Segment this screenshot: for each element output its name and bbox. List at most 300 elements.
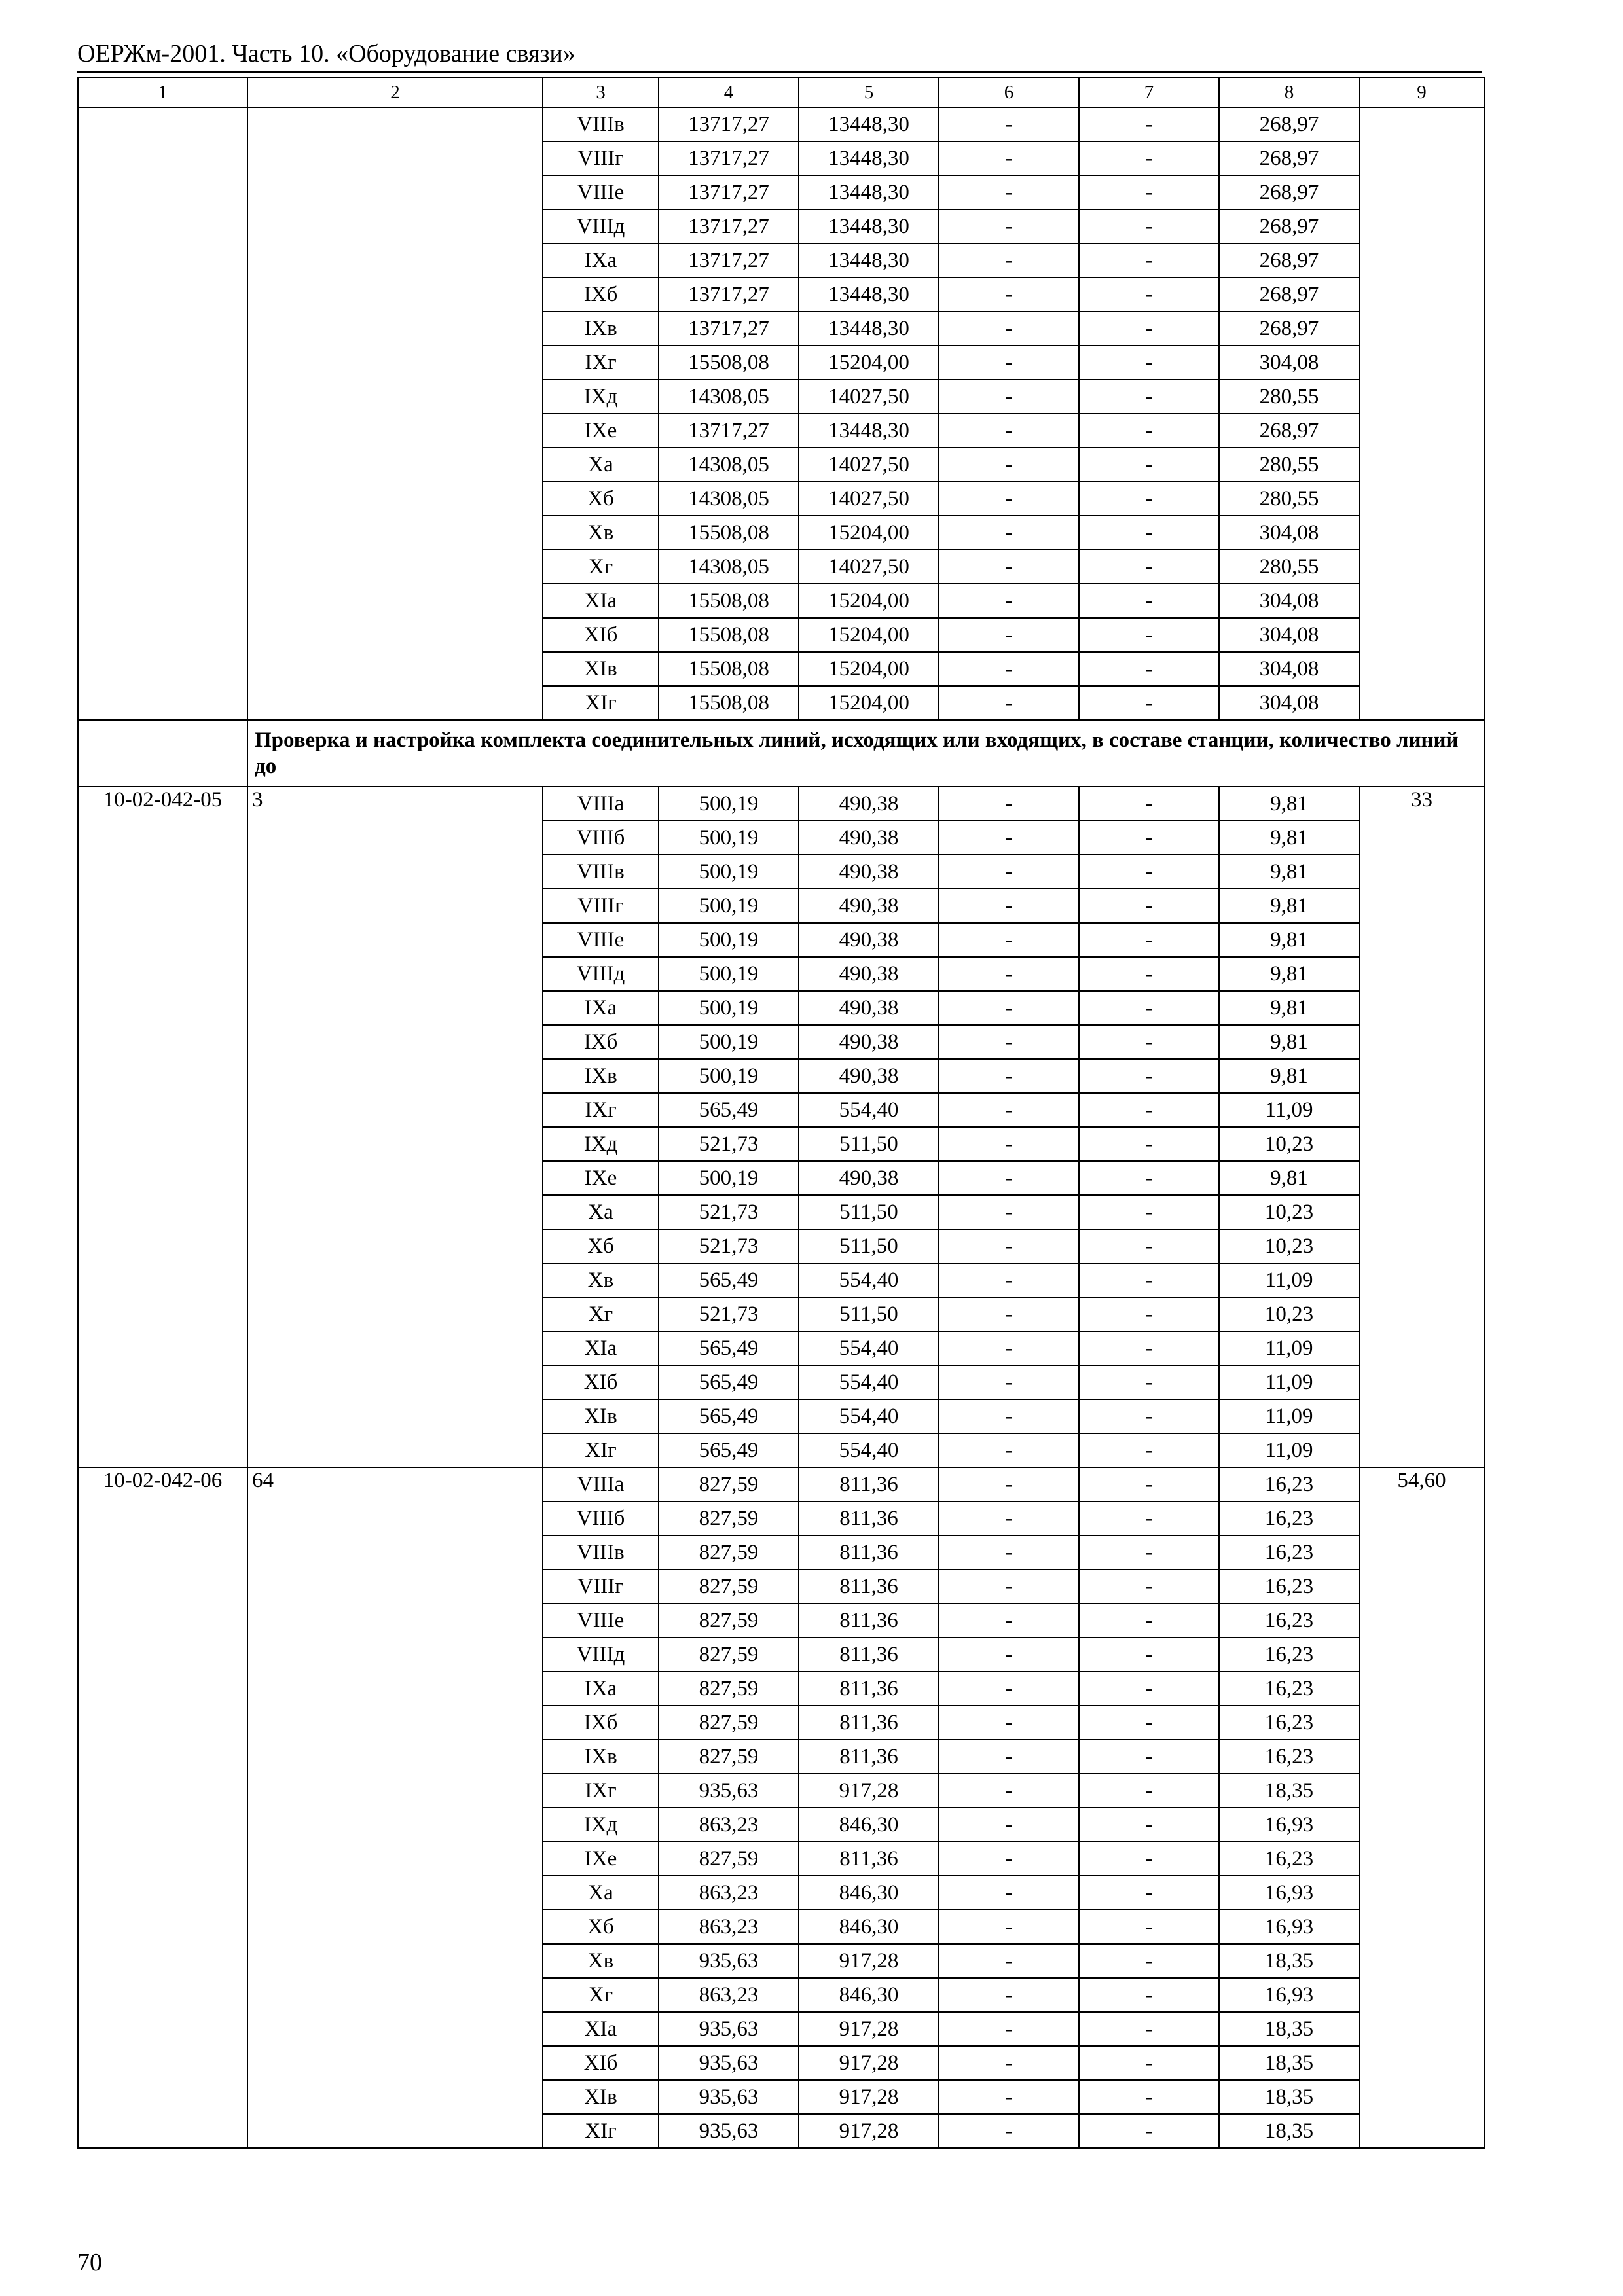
column-number: 3 — [543, 77, 659, 107]
total-cost-cell: 15508,08 — [659, 516, 799, 550]
machines-cell: - — [939, 1604, 1079, 1638]
machines-cell: - — [939, 482, 1079, 516]
operators-wages-cell: - — [1079, 380, 1219, 414]
total-cost-cell: 827,59 — [659, 1638, 799, 1672]
column-number: 4 — [659, 77, 799, 107]
total-cost-cell: 13717,27 — [659, 312, 799, 346]
operators-wages-cell: - — [1079, 1740, 1219, 1774]
zone-cell: Xа — [543, 448, 659, 482]
wages-cell: 490,38 — [799, 855, 939, 889]
total-cost-cell: 565,49 — [659, 1093, 799, 1127]
operators-wages-cell: - — [1079, 141, 1219, 175]
wages-cell: 554,40 — [799, 1433, 939, 1467]
zone-cell: Xб — [543, 1229, 659, 1263]
zone-cell: VIIIа — [543, 787, 659, 821]
labor-cost-cell — [1359, 107, 1484, 720]
wages-cell: 917,28 — [799, 1944, 939, 1978]
zone-cell: IXе — [543, 1161, 659, 1195]
operators-wages-cell: - — [1079, 1842, 1219, 1876]
zone-cell: IXг — [543, 1093, 659, 1127]
machines-cell: - — [939, 2046, 1079, 2080]
wages-cell: 811,36 — [799, 1672, 939, 1706]
machines-cell: - — [939, 855, 1079, 889]
operators-wages-cell: - — [1079, 482, 1219, 516]
materials-cell: 9,81 — [1219, 821, 1359, 855]
total-cost-cell: 827,59 — [659, 1535, 799, 1570]
materials-cell: 16,23 — [1219, 1672, 1359, 1706]
materials-cell: 304,08 — [1219, 686, 1359, 720]
total-cost-cell: 13717,27 — [659, 141, 799, 175]
zone-cell: IXе — [543, 414, 659, 448]
machines-cell: - — [939, 2080, 1079, 2114]
materials-cell: 16,23 — [1219, 1706, 1359, 1740]
machines-cell: - — [939, 550, 1079, 584]
zone-cell: IXб — [543, 1025, 659, 1059]
materials-cell: 11,09 — [1219, 1433, 1359, 1467]
operators-wages-cell: - — [1079, 1127, 1219, 1161]
machines-cell: - — [939, 1978, 1079, 2012]
machines-cell: - — [939, 380, 1079, 414]
total-cost-cell: 500,19 — [659, 1059, 799, 1093]
total-cost-cell: 827,59 — [659, 1604, 799, 1638]
wages-cell: 511,50 — [799, 1297, 939, 1331]
materials-cell: 18,35 — [1219, 2012, 1359, 2046]
machines-cell: - — [939, 1263, 1079, 1297]
operators-wages-cell: - — [1079, 550, 1219, 584]
total-cost-cell: 827,59 — [659, 1740, 799, 1774]
zone-cell: Xб — [543, 1910, 659, 1944]
wages-cell: 811,36 — [799, 1570, 939, 1604]
zone-cell: VIIIв — [543, 1535, 659, 1570]
zone-cell: IXа — [543, 1672, 659, 1706]
materials-cell: 268,97 — [1219, 175, 1359, 209]
line-count-cell: 64 — [247, 1467, 543, 2148]
total-cost-cell: 521,73 — [659, 1127, 799, 1161]
zone-cell: IXг — [543, 346, 659, 380]
wages-cell: 554,40 — [799, 1263, 939, 1297]
materials-cell: 16,23 — [1219, 1638, 1359, 1672]
materials-cell: 16,93 — [1219, 1910, 1359, 1944]
operators-wages-cell: - — [1079, 1161, 1219, 1195]
total-cost-cell: 565,49 — [659, 1433, 799, 1467]
zone-cell: IXб — [543, 1706, 659, 1740]
zone-cell: Xа — [543, 1195, 659, 1229]
machines-cell: - — [939, 1638, 1079, 1672]
machines-cell: - — [939, 141, 1079, 175]
wages-cell: 811,36 — [799, 1740, 939, 1774]
materials-cell: 16,23 — [1219, 1570, 1359, 1604]
machines-cell: - — [939, 448, 1079, 482]
wages-cell: 13448,30 — [799, 175, 939, 209]
materials-cell: 10,23 — [1219, 1297, 1359, 1331]
materials-cell: 304,08 — [1219, 618, 1359, 652]
total-cost-cell: 14308,05 — [659, 482, 799, 516]
wages-cell: 811,36 — [799, 1535, 939, 1570]
wages-cell: 490,38 — [799, 1161, 939, 1195]
operators-wages-cell: - — [1079, 1025, 1219, 1059]
materials-cell: 304,08 — [1219, 652, 1359, 686]
machines-cell: - — [939, 584, 1079, 618]
operators-wages-cell: - — [1079, 2114, 1219, 2148]
wages-cell: 511,50 — [799, 1195, 939, 1229]
machines-cell: - — [939, 1774, 1079, 1808]
total-cost-cell: 863,23 — [659, 1808, 799, 1842]
page-header: ОЕРЖм-2001. Часть 10. «Оборудование связи» — [77, 40, 575, 67]
wages-cell: 811,36 — [799, 1842, 939, 1876]
total-cost-cell: 863,23 — [659, 1978, 799, 2012]
materials-cell: 9,81 — [1219, 957, 1359, 991]
machines-cell: - — [939, 923, 1079, 957]
wages-cell: 811,36 — [799, 1638, 939, 1672]
zone-cell: VIIIе — [543, 175, 659, 209]
machines-cell: - — [939, 1910, 1079, 1944]
total-cost-cell: 827,59 — [659, 1842, 799, 1876]
total-cost-cell: 500,19 — [659, 1161, 799, 1195]
machines-cell: - — [939, 1025, 1079, 1059]
section-title: Проверка и настройка комплекта соединительных линий, исходящих или входящих, в составе станции, количество линий до — [247, 720, 1484, 787]
operators-wages-cell: - — [1079, 1467, 1219, 1501]
wages-cell: 14027,50 — [799, 448, 939, 482]
zone-cell: XIв — [543, 1399, 659, 1433]
zone-cell: XIг — [543, 686, 659, 720]
materials-cell: 9,81 — [1219, 889, 1359, 923]
wages-cell: 554,40 — [799, 1365, 939, 1399]
wages-cell: 490,38 — [799, 957, 939, 991]
materials-cell: 9,81 — [1219, 1059, 1359, 1093]
total-cost-cell: 13717,27 — [659, 107, 799, 141]
wages-cell: 15204,00 — [799, 652, 939, 686]
zone-cell: IXг — [543, 1774, 659, 1808]
zone-cell: VIIIб — [543, 1501, 659, 1535]
zone-cell: VIIIд — [543, 957, 659, 991]
machines-cell: - — [939, 1195, 1079, 1229]
wages-cell: 13448,30 — [799, 312, 939, 346]
zone-cell: XIа — [543, 584, 659, 618]
total-cost-cell: 14308,05 — [659, 380, 799, 414]
wages-cell: 811,36 — [799, 1501, 939, 1535]
zone-cell: XIа — [543, 2012, 659, 2046]
wages-cell: 917,28 — [799, 1774, 939, 1808]
zone-cell: XIб — [543, 618, 659, 652]
wages-cell: 13448,30 — [799, 141, 939, 175]
operators-wages-cell: - — [1079, 1535, 1219, 1570]
rate-code-cell: 10-02-042-05 — [78, 787, 247, 1467]
machines-cell: - — [939, 618, 1079, 652]
wages-cell: 13448,30 — [799, 107, 939, 141]
materials-cell: 16,23 — [1219, 1842, 1359, 1876]
machines-cell: - — [939, 278, 1079, 312]
total-cost-cell: 565,49 — [659, 1365, 799, 1399]
column-number: 1 — [78, 77, 247, 107]
total-cost-cell: 15508,08 — [659, 618, 799, 652]
zone-cell: XIг — [543, 2114, 659, 2148]
operators-wages-cell: - — [1079, 584, 1219, 618]
total-cost-cell: 14308,05 — [659, 448, 799, 482]
materials-cell: 18,35 — [1219, 1774, 1359, 1808]
total-cost-cell: 935,63 — [659, 1774, 799, 1808]
materials-cell: 16,23 — [1219, 1740, 1359, 1774]
materials-cell: 10,23 — [1219, 1229, 1359, 1263]
total-cost-cell: 935,63 — [659, 2080, 799, 2114]
zone-cell: IXд — [543, 1808, 659, 1842]
zone-cell: VIIIг — [543, 889, 659, 923]
materials-cell: 268,97 — [1219, 107, 1359, 141]
operators-wages-cell: - — [1079, 1604, 1219, 1638]
machines-cell: - — [939, 1127, 1079, 1161]
total-cost-cell: 13717,27 — [659, 175, 799, 209]
zone-cell: IXе — [543, 1842, 659, 1876]
materials-cell: 18,35 — [1219, 2080, 1359, 2114]
zone-cell: IXв — [543, 1740, 659, 1774]
wages-cell: 846,30 — [799, 1910, 939, 1944]
machines-cell: - — [939, 1467, 1079, 1501]
zone-cell: Xв — [543, 1944, 659, 1978]
machines-cell: - — [939, 516, 1079, 550]
total-cost-cell: 565,49 — [659, 1331, 799, 1365]
total-cost-cell: 521,73 — [659, 1229, 799, 1263]
operators-wages-cell: - — [1079, 448, 1219, 482]
materials-cell: 268,97 — [1219, 243, 1359, 278]
total-cost-cell: 500,19 — [659, 855, 799, 889]
wages-cell: 490,38 — [799, 787, 939, 821]
total-cost-cell: 13717,27 — [659, 278, 799, 312]
operators-wages-cell: - — [1079, 686, 1219, 720]
machines-cell: - — [939, 1842, 1079, 1876]
operators-wages-cell: - — [1079, 312, 1219, 346]
wages-cell: 14027,50 — [799, 380, 939, 414]
zone-cell: XIг — [543, 1433, 659, 1467]
operators-wages-cell: - — [1079, 1944, 1219, 1978]
machines-cell: - — [939, 652, 1079, 686]
operators-wages-cell: - — [1079, 1910, 1219, 1944]
operators-wages-cell: - — [1079, 652, 1219, 686]
total-cost-cell: 500,19 — [659, 991, 799, 1025]
operators-wages-cell: - — [1079, 278, 1219, 312]
materials-cell: 16,23 — [1219, 1604, 1359, 1638]
materials-cell: 11,09 — [1219, 1365, 1359, 1399]
wages-cell: 15204,00 — [799, 686, 939, 720]
zone-cell: XIв — [543, 2080, 659, 2114]
materials-cell: 304,08 — [1219, 516, 1359, 550]
wages-cell: 554,40 — [799, 1399, 939, 1433]
materials-cell: 280,55 — [1219, 550, 1359, 584]
zone-cell: VIIIв — [543, 855, 659, 889]
zone-cell: Xг — [543, 1978, 659, 2012]
machines-cell: - — [939, 1399, 1079, 1433]
operators-wages-cell: - — [1079, 1501, 1219, 1535]
total-cost-cell: 935,63 — [659, 2046, 799, 2080]
total-cost-cell: 13717,27 — [659, 414, 799, 448]
operators-wages-cell: - — [1079, 1263, 1219, 1297]
total-cost-cell: 827,59 — [659, 1467, 799, 1501]
column-number: 2 — [247, 77, 543, 107]
zone-cell: VIIIе — [543, 923, 659, 957]
wages-cell: 490,38 — [799, 1059, 939, 1093]
operators-wages-cell: - — [1079, 1978, 1219, 2012]
total-cost-cell: 521,73 — [659, 1297, 799, 1331]
total-cost-cell: 15508,08 — [659, 346, 799, 380]
wages-cell: 511,50 — [799, 1229, 939, 1263]
operators-wages-cell: - — [1079, 923, 1219, 957]
machines-cell: - — [939, 1365, 1079, 1399]
machines-cell: - — [939, 107, 1079, 141]
wages-cell: 917,28 — [799, 2080, 939, 2114]
materials-cell: 268,97 — [1219, 209, 1359, 243]
materials-cell: 280,55 — [1219, 380, 1359, 414]
total-cost-cell: 13717,27 — [659, 243, 799, 278]
total-cost-cell: 863,23 — [659, 1876, 799, 1910]
materials-cell: 11,09 — [1219, 1331, 1359, 1365]
materials-cell: 280,55 — [1219, 448, 1359, 482]
machines-cell: - — [939, 1672, 1079, 1706]
wages-cell: 490,38 — [799, 821, 939, 855]
operators-wages-cell: - — [1079, 1433, 1219, 1467]
operators-wages-cell: - — [1079, 991, 1219, 1025]
materials-cell: 304,08 — [1219, 346, 1359, 380]
total-cost-cell: 15508,08 — [659, 584, 799, 618]
operators-wages-cell: - — [1079, 1093, 1219, 1127]
materials-cell: 18,35 — [1219, 2114, 1359, 2148]
zone-cell: IXб — [543, 278, 659, 312]
total-cost-cell: 500,19 — [659, 957, 799, 991]
materials-cell: 16,93 — [1219, 1876, 1359, 1910]
operators-wages-cell: - — [1079, 1672, 1219, 1706]
total-cost-cell: 935,63 — [659, 1944, 799, 1978]
zone-cell: Xг — [543, 1297, 659, 1331]
total-cost-cell: 500,19 — [659, 923, 799, 957]
table-body — [78, 77, 1484, 2148]
total-cost-cell: 565,49 — [659, 1263, 799, 1297]
machines-cell: - — [939, 1535, 1079, 1570]
operators-wages-cell: - — [1079, 1229, 1219, 1263]
labor-cost-cell: 33 — [1359, 787, 1484, 1467]
materials-cell: 16,23 — [1219, 1467, 1359, 1501]
materials-cell: 304,08 — [1219, 584, 1359, 618]
machines-cell: - — [939, 414, 1079, 448]
machines-cell: - — [939, 1093, 1079, 1127]
wages-cell: 554,40 — [799, 1331, 939, 1365]
wages-cell: 490,38 — [799, 991, 939, 1025]
materials-cell: 11,09 — [1219, 1263, 1359, 1297]
total-cost-cell: 521,73 — [659, 1195, 799, 1229]
zone-cell: VIIIд — [543, 209, 659, 243]
total-cost-cell: 500,19 — [659, 1025, 799, 1059]
machines-cell: - — [939, 175, 1079, 209]
total-cost-cell: 827,59 — [659, 1672, 799, 1706]
total-cost-cell: 500,19 — [659, 821, 799, 855]
operators-wages-cell: - — [1079, 2012, 1219, 2046]
operators-wages-cell: - — [1079, 855, 1219, 889]
materials-cell: 10,23 — [1219, 1127, 1359, 1161]
zone-cell: IXв — [543, 312, 659, 346]
materials-cell: 9,81 — [1219, 991, 1359, 1025]
materials-cell: 16,93 — [1219, 1808, 1359, 1842]
total-cost-cell: 14308,05 — [659, 550, 799, 584]
wages-cell: 15204,00 — [799, 618, 939, 652]
machines-cell: - — [939, 1161, 1079, 1195]
wages-cell: 917,28 — [799, 2012, 939, 2046]
zone-cell: Xб — [543, 482, 659, 516]
total-cost-cell: 827,59 — [659, 1706, 799, 1740]
operators-wages-cell: - — [1079, 1638, 1219, 1672]
machines-cell: - — [939, 1331, 1079, 1365]
operators-wages-cell: - — [1079, 787, 1219, 821]
operators-wages-cell: - — [1079, 957, 1219, 991]
wages-cell: 13448,30 — [799, 414, 939, 448]
zone-cell: IXв — [543, 1059, 659, 1093]
table-row — [78, 787, 1484, 821]
operators-wages-cell: - — [1079, 1706, 1219, 1740]
zone-cell: VIIIв — [543, 107, 659, 141]
machines-cell: - — [939, 1570, 1079, 1604]
operators-wages-cell: - — [1079, 107, 1219, 141]
materials-cell: 268,97 — [1219, 141, 1359, 175]
materials-cell: 16,93 — [1219, 1978, 1359, 2012]
column-number: 6 — [939, 77, 1079, 107]
column-number-row — [78, 77, 1484, 107]
materials-cell: 9,81 — [1219, 855, 1359, 889]
operators-wages-cell: - — [1079, 1570, 1219, 1604]
total-cost-cell: 500,19 — [659, 787, 799, 821]
machines-cell: - — [939, 243, 1079, 278]
total-cost-cell: 827,59 — [659, 1570, 799, 1604]
page-number: 70 — [77, 2249, 102, 2276]
zone-cell: IXа — [543, 243, 659, 278]
wages-cell: 490,38 — [799, 1025, 939, 1059]
wages-cell: 490,38 — [799, 923, 939, 957]
zone-cell: XIб — [543, 2046, 659, 2080]
materials-cell: 9,81 — [1219, 923, 1359, 957]
section-row — [78, 720, 1484, 787]
column-number: 8 — [1219, 77, 1359, 107]
rate-code-cell — [78, 107, 247, 720]
operators-wages-cell: - — [1079, 1876, 1219, 1910]
zone-cell: VIIIг — [543, 1570, 659, 1604]
machines-cell: - — [939, 889, 1079, 923]
wages-cell: 846,30 — [799, 1978, 939, 2012]
total-cost-cell: 15508,08 — [659, 686, 799, 720]
operators-wages-cell: - — [1079, 243, 1219, 278]
zone-cell: VIIIе — [543, 1604, 659, 1638]
operators-wages-cell: - — [1079, 889, 1219, 923]
total-cost-cell: 500,19 — [659, 889, 799, 923]
machines-cell: - — [939, 346, 1079, 380]
wages-cell: 13448,30 — [799, 243, 939, 278]
total-cost-cell: 13717,27 — [659, 209, 799, 243]
operators-wages-cell: - — [1079, 1297, 1219, 1331]
materials-cell: 10,23 — [1219, 1195, 1359, 1229]
operators-wages-cell: - — [1079, 209, 1219, 243]
zone-cell: XIб — [543, 1365, 659, 1399]
wages-cell: 846,30 — [799, 1808, 939, 1842]
wages-cell: 917,28 — [799, 2046, 939, 2080]
rates-table — [77, 77, 1485, 2149]
operators-wages-cell: - — [1079, 516, 1219, 550]
zone-cell: VIIIа — [543, 1467, 659, 1501]
wages-cell: 14027,50 — [799, 550, 939, 584]
machines-cell: - — [939, 821, 1079, 855]
zone-cell: Xв — [543, 1263, 659, 1297]
table-row — [78, 107, 1484, 141]
wages-cell: 13448,30 — [799, 209, 939, 243]
machines-cell: - — [939, 1297, 1079, 1331]
operators-wages-cell: - — [1079, 346, 1219, 380]
wages-cell: 811,36 — [799, 1467, 939, 1501]
total-cost-cell: 827,59 — [659, 1501, 799, 1535]
materials-cell: 9,81 — [1219, 787, 1359, 821]
machines-cell: - — [939, 957, 1079, 991]
machines-cell: - — [939, 1808, 1079, 1842]
